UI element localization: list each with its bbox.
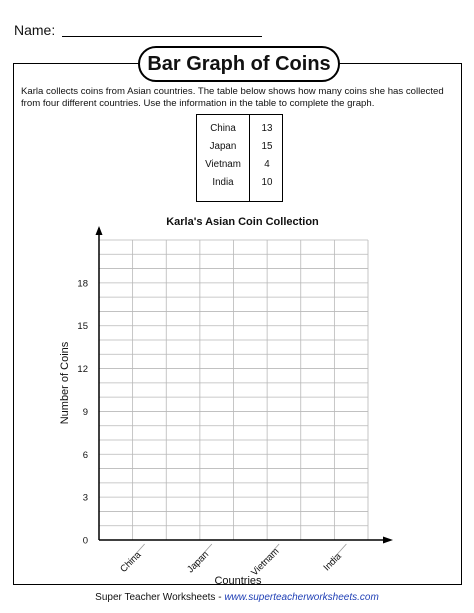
- name-label: Name:: [14, 22, 56, 38]
- table-count-vietnam: 4: [264, 159, 270, 170]
- y-tick-label: 15: [77, 321, 88, 333]
- y-tick-label: 9: [82, 406, 88, 418]
- x-axis-label: Countries: [214, 575, 262, 587]
- table-count-japan: 15: [261, 141, 273, 152]
- table-country-india: India: [212, 177, 234, 188]
- x-category-label: China: [118, 549, 144, 575]
- table-country-china: China: [210, 123, 236, 134]
- table-count-india: 10: [261, 177, 273, 188]
- footer-link[interactable]: www.superteacherworksheets.com: [224, 592, 379, 603]
- x-axis-arrow: [383, 537, 393, 544]
- y-tick-label: 0: [82, 535, 88, 547]
- y-axis-arrow: [96, 226, 103, 235]
- table-country-vietnam: Vietnam: [205, 159, 241, 170]
- instructions-text: Karla collects coins from Asian countries. The table below shows how many coins she has collected from four different countries. Use the information in the table to complete the graph.: [21, 86, 444, 109]
- y-tick-label: 6: [82, 449, 88, 461]
- y-axis-label: Number of Coins: [59, 341, 71, 425]
- x-category-label: Japan: [185, 549, 212, 576]
- y-tick-label: 3: [82, 492, 88, 504]
- x-category-label: India: [321, 551, 344, 574]
- footer-text: Super Teacher Worksheets -: [95, 592, 225, 603]
- x-category-label: Vietnam: [249, 546, 282, 579]
- chart-title: Karla's Asian Coin Collection: [166, 216, 319, 228]
- footer: [0, 592, 474, 603]
- y-tick-label: 12: [77, 364, 88, 376]
- worksheet-title: Bar Graph of Coins: [138, 46, 340, 82]
- table-country-japan: Japan: [209, 141, 237, 152]
- table-count-china: 13: [261, 123, 273, 134]
- y-tick-label: 18: [77, 278, 88, 290]
